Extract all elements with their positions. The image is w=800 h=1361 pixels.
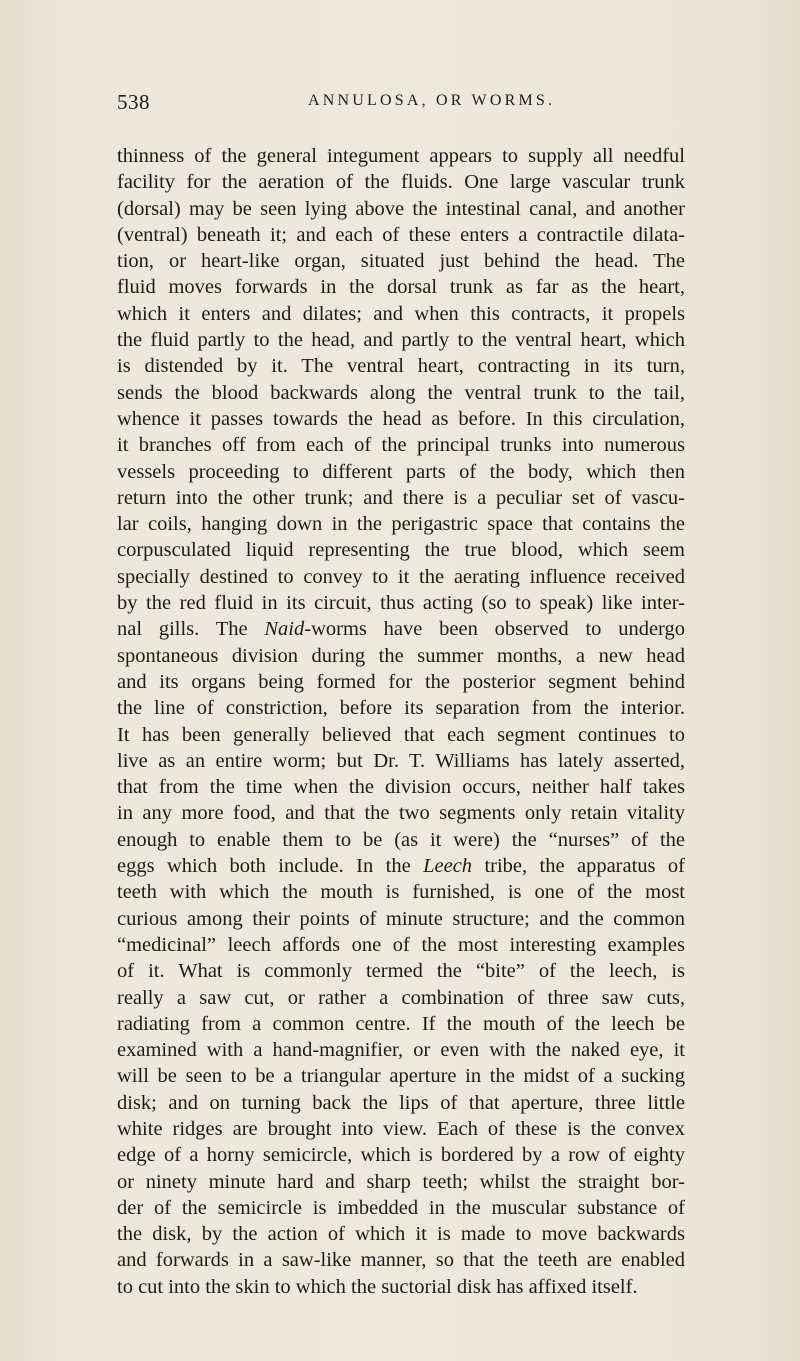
- text-line: is distended by it. The ventral heart, contracting in its turn,: [117, 355, 685, 378]
- text-line: specially destined to convey to it the aerating influence received: [117, 565, 685, 588]
- text-line: disk; and on turning back the lips of that aperture, three little: [117, 1091, 685, 1114]
- text-line: edge of a horny semicircle, which is bordered by a row of eighty: [117, 1144, 685, 1167]
- text-line: vessels proceeding to different parts of the body, which then: [117, 460, 685, 483]
- text-line: to cut into the skin to which the suctorial disk has affixed itself.: [117, 1275, 638, 1298]
- running-head: ANNULOSA, OR WORMS.: [308, 92, 556, 109]
- text-line: the fluid partly to the head, and partly to the ventral heart, which: [117, 329, 685, 352]
- text-line: fluid moves forwards in the dorsal trunk as far as the heart,: [117, 276, 685, 299]
- text-line: lar coils, hanging down in the perigastric space that contains the: [117, 513, 685, 536]
- text-line: (ventral) beneath it; and each of these enters a contractile dilata-: [117, 223, 685, 246]
- text-line: and its organs being formed for the posterior segment behind: [117, 670, 685, 693]
- text-line: whence it passes towards the head as before. In this circulation,: [117, 407, 685, 430]
- text-line: it branches off from each of the principal trunks into numerous: [117, 434, 685, 457]
- text-line: sends the blood backwards along the ventral trunk to the tail,: [117, 381, 685, 404]
- text-line: der of the semicircle is imbedded in the muscular substance of: [117, 1196, 685, 1219]
- text-line: curious among their points of minute structure; and the common: [117, 907, 685, 930]
- text-line: eggs which both include. In the Leech tribe, the apparatus of: [117, 855, 685, 878]
- text-line: It has been generally believed that each segment continues to: [117, 723, 685, 746]
- text-line: “medicinal” leech affords one of the most interesting examples: [117, 933, 685, 956]
- text-line: teeth with which the mouth is furnished, is one of the most: [117, 881, 685, 904]
- text-line: that from the time when the division occurs, neither half takes: [117, 776, 685, 799]
- text-line: really a saw cut, or rather a combination of three saw cuts,: [117, 986, 685, 1009]
- text-line: in any more food, and that the two segments only retain vitality: [117, 802, 685, 825]
- text-line: tion, or heart-like organ, situated just behind the head. The: [117, 250, 685, 273]
- text-line: nal gills. The Naid-worms have been observed to undergo: [117, 618, 685, 641]
- page-header: [117, 90, 677, 118]
- text-line: of it. What is commonly termed the “bite” of the leech, is: [117, 960, 685, 983]
- body-text: [117, 143, 685, 1300]
- text-line: corpusculated liquid representing the true blood, which seem: [117, 539, 685, 562]
- text-line: the disk, by the action of which it is made to move backwards: [117, 1223, 685, 1246]
- text-line: or ninety minute hard and sharp teeth; whilst the straight bor-: [117, 1170, 685, 1193]
- text-line: the line of constriction, before its separation from the interior.: [117, 697, 685, 720]
- text-line: radiating from a common centre. If the mouth of the leech be: [117, 1012, 685, 1035]
- text-line: by the red fluid in its circuit, thus acting (so to speak) like inter-: [117, 592, 685, 615]
- text-line: white ridges are brought into view. Each of these is the convex: [117, 1117, 685, 1140]
- text-line: return into the other trunk; and there is a peculiar set of vascu-: [117, 486, 685, 509]
- text-line: which it enters and dilates; and when this contracts, it propels: [117, 302, 685, 325]
- text-line: will be seen to be a triangular aperture in the midst of a sucking: [117, 1065, 685, 1088]
- text-line: live as an entire worm; but Dr. T. Williams has lately asserted,: [117, 749, 685, 772]
- text-line: enough to enable them to be (as it were) the “nurses” of the: [117, 828, 685, 851]
- text-line: facility for the aeration of the fluids. One large vascular trunk: [117, 171, 685, 194]
- text-line: examined with a hand-magnifier, or even with the naked eye, it: [117, 1039, 685, 1062]
- page-number: 538: [117, 90, 150, 114]
- text-line: spontaneous division during the summer months, a new head: [117, 644, 685, 667]
- text-line: thinness of the general integument appears to supply all needful: [117, 145, 685, 167]
- text-line: (dorsal) may be seen lying above the intestinal canal, and another: [117, 197, 685, 220]
- text-line: and forwards in a saw-like manner, so that the teeth are enabled: [117, 1249, 685, 1272]
